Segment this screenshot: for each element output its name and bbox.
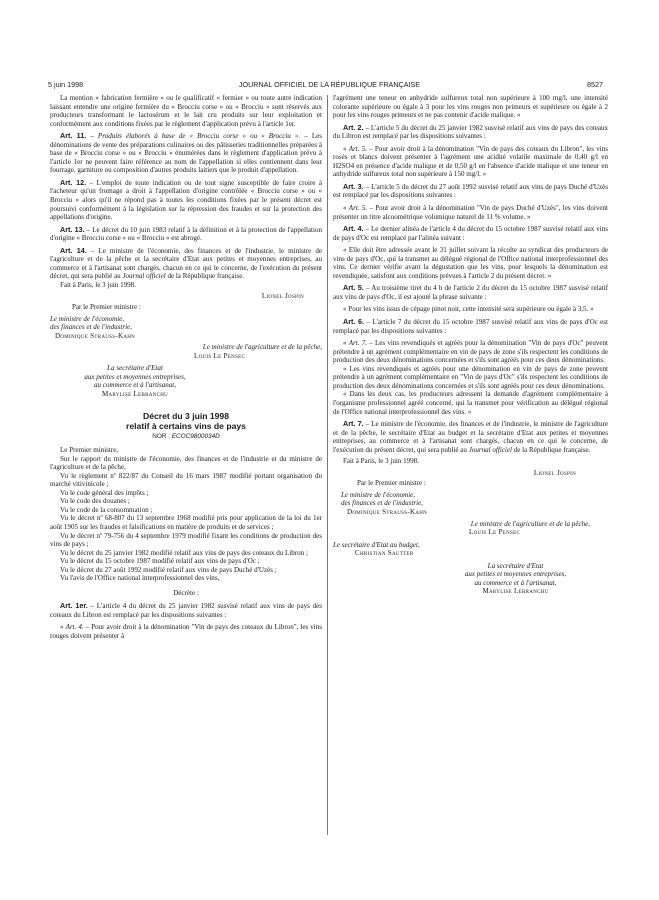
right-column	[333, 94, 608, 596]
par-le-premier-ministre: Par le Premier ministre :	[357, 479, 426, 488]
paragraph: l'agrément une teneur en anhydride sulfureux total non supérieure à 100 mg/l, une intensité colorante supérieure ou égale à 3 pour les vins rouges non primeurs et supérieure ou égale à 2 pour les vins rouges primeurs et ne pas contenir d'acide malique. »	[333, 94, 608, 120]
article-4-quote: « Elle doit être adressée avant le 31 juillet suivant la récolte au syndicat des producteurs de vins de pays d'Oc, qui la transmet au délégué régional de l'Office national interprofessionnel des vins. Ce dernier vérifie avant la dégustation que les vins, pour lesquels la dénomination est revendiquée, satisfont aux conditions prévues à l'article 2 du présent décret. »	[333, 246, 608, 280]
secretary-title-1: La secrétaire d'Etat	[107, 364, 163, 373]
minister-agri-title: Le ministre de l'agriculture et de la pêche,	[202, 343, 322, 352]
par-le-premier-ministre: Par le Premier ministre :	[72, 303, 141, 312]
header-title: JOURNAL OFFICIEL DE LA RÉPUBLIQUE FRANÇAISE	[238, 80, 421, 89]
secretary-title-1: La secrétaire d'Etat	[487, 561, 544, 570]
visa: Vu le décret nº 79-756 du 4 septembre 1979 modifié fixant les conditions de production des vins de pays ;	[50, 531, 322, 549]
visa: Sur le rapport du ministre de l'économie, des finances et de l'industrie et du ministre de l'agriculture et de la pêche,	[50, 454, 322, 472]
fait-a-paris: Fait à Paris, le 3 juin 1998.	[60, 280, 136, 289]
article-2-quote: « Art. 5. – Pour avoir droit à la dénomination "Vin de pays des coteaux du Libron", les vins rosés et blancs doivent présenter à l'agrément une acidité volatile maximale de 0,40 g/l en H2SO4 en présence d'acide malique et de 0,50 g/l en l'absence d'acide malique et une teneur en anhydride sulfureux total non supérieure à 150 mg/l. »	[333, 144, 608, 179]
article-13: Art. 13. – Le décret du 10 juin 1983 relatif à la définition et à la protection de l'appellation d'origine « Brocciu corse » ou « Brocciu » est abrogé.	[50, 224, 322, 243]
budget-secretary-name: Christian Sautter	[355, 549, 414, 558]
article-6-quote-2: « Les vins revendiqués et agréés pour une dénomination en vin de pays de zone peuvent prétendre à un agrément complémentaire en "Vin de pays d'Oc" s'ils respectent les conditions de production des deux dénominations concernées et s'ils sont agréés pour ces deux dénominations.	[333, 364, 608, 390]
secretary-title-3: au commerce et à l'artisanat,	[474, 578, 557, 587]
visa: Le Premier ministre,	[60, 446, 119, 455]
secretary-block	[433, 562, 598, 596]
article-5-quote: « Pour les vins issus de cépage pinot noir, cette intensité sera supérieure ou égale à 3,5. »	[343, 305, 594, 314]
secretary-block	[50, 364, 220, 398]
visa: Vu le code général des impôts ;	[60, 488, 149, 497]
decree-title-line-2: relatif à certains vins de pays	[126, 420, 246, 431]
article-11: Art. 11. – Produits élaborés à base de « Brocciu corse » ou « Brocciu ». – Les dénominations de vente des préparations culinaires ou des pâtisseries traditionnelles préparées à base de « Brocciu corse » ou « Brocciu » énumérées dans le règlement d'application prévu à l'article 1er ne peuvent faire référence au nom de l'appellation si elles contiennent dans leur fourrage, garniture ou composition d'autres produits laitiers que le produit d'appellation.	[50, 131, 323, 175]
minister-eco-title-2: des finances et de l'industrie,	[50, 323, 132, 332]
signature-pm: Lionel Jospin	[261, 292, 304, 301]
budget-secretary-title: Le secrétaire d'Etat au budget,	[333, 540, 420, 549]
decree-title-line-1: Décret du 3 juin 1998	[143, 410, 229, 421]
column-divider	[327, 95, 328, 835]
minister-eco-title-1: Le ministre de l'économie,	[341, 490, 416, 499]
article-1-quote: « Art. 4. – Pour avoir droit à la dénomination "Vin de pays des coteaux du Libron", les vins rouges doivent présenter à	[50, 623, 322, 640]
article-1: Art. 1er. – L'article 4 du décret du 25 janvier 1982 susvisé relatif aux vins de pays des coteaux du Libron est remplacé par les dispositions suivantes :	[50, 601, 322, 619]
article-4: Art. 4. – Le dernier alinéa de l'article 4 du décret du 15 octobre 1987 susvisé relatif aux vins de pays d'Oc est remplacé par l'alinéa suivant :	[333, 224, 609, 242]
minister-eco-name: Dominique Strauss-Kahn	[55, 331, 136, 340]
article-3: Art. 3. – L'article 5 du décret du 27 août 1992 susvisé relatif aux vins de pays Duché d'Uzès est remplacé par les dispositions suivantes :	[333, 181, 608, 200]
article-2: Art. 2. – L'article 5 du décret du 25 janvier 1982 susvisé relatif aux vins de pays des coteaux du Libron est remplacé par les dispositions suivantes :	[333, 122, 609, 141]
minister-eco-title-2: des finances et de l'industrie,	[341, 499, 423, 508]
page-number: 8527	[587, 80, 603, 89]
minister-agri-name: Louis Le Pensec	[194, 351, 246, 360]
decrete: Décrète :	[173, 588, 199, 597]
minister-eco-name: Dominique Strauss-Kahn	[347, 507, 428, 516]
article-14: Art. 14. – Le ministre de l'économie, des finances et de l'industrie, le ministre de l'agriculture et de la pêche et la secrétaire d'Etat aux petites et moyennes entreprises, au commerce et à l'artisanat sont chargés, chacun en ce qui le concerne, de l'exécution du présent décret, qui sera publié au Journal officiel de la République française.	[50, 245, 323, 281]
secretary-title-3: au commerce et à l'artisanat,	[93, 381, 177, 390]
secretary-title-2: aux petites et moyennes entreprises,	[84, 372, 186, 381]
visa: Vu le code de la consommation ;	[60, 505, 153, 514]
visa: Vu le code des douanes ;	[60, 497, 130, 506]
page-header	[0, 80, 659, 92]
fait-a-paris: Fait à Paris, le 3 juin 1998.	[343, 457, 419, 466]
visa: Vu le décret du 15 octobre 1987 modifié relatif aux vins de pays d'Oc ;	[60, 557, 260, 566]
left-column	[50, 94, 322, 641]
secretary-name: Marylise Lebranchu	[101, 389, 169, 398]
article-6: Art. 6. – L'article 7 du décret du 15 octobre 1987 susvisé relatif aux vins de pays d'Oc est remplacé par les dispositions suivantes :	[333, 317, 609, 335]
visa: Vu le règlement nº 822/87 du Conseil du 16 mars 1987 modifié portant organisation du marché vitivinicole ;	[50, 471, 322, 489]
article-7: Art. 7. – Le ministre de l'économie, des finances et de l'industrie, le ministre de l'agriculture et de la pêche, le secrétaire d'Etat au budget et la secrétaire d'Etat aux petites et moyennes entreprises, au commerce et à l'artisanat sont chargés, chacun en ce qui le concerne, de l'exécution du présent décret, qui sera publié au Journal officiel de la République française.	[333, 419, 608, 454]
article-12: Art. 12. – L'emploi de toute indication ou de tout signe susceptible de faire croire à l'acheteur qu'un fromage a droit à l'appellation d'origine contrôlée « Brocciu corse » ou « Brocciu » alors qu'il ne répond pas à toutes les conditions fixées par le présent décret est poursuivi conformément à la législation sur la répression des fraudes et sur la protection des appellations d'origine.	[50, 177, 322, 222]
minister-eco-title-1: Le ministre de l'économie,	[50, 314, 125, 323]
visa: Vu le décret nº 68-807 du 13 septembre 1968 modifié pris pour application de la loi du 1er août 1905 sur les fraudes et falsifications en matière de produits et de services ;	[50, 514, 322, 531]
header-date: 5 juin 1998	[48, 80, 84, 89]
nor-reference: NOR : ECOC9800034D	[152, 432, 220, 440]
signature-pm: Lionel Jospin	[533, 468, 576, 477]
article-3-quote: « Art. 5. – Pour avoir droit à la dénomination "Vin de pays Duché d'Uzès", les vins doivent présenter un titre alcoométrique volumique naturel de 11 % volume. »	[333, 204, 608, 221]
paragraph: La mention « fabrication fermière » ou le qualificatif « fermier » ou toute autre indication laissant entendre une origine fermière du « Brocciu corse » ou « Brocciu » sont réservés aux producteurs transformant le lactosérum et le lait cru produits sur leur exploitation et conformément aux conditions fixées par le règlement d'application prévu à l'article 1er.	[50, 94, 322, 128]
minister-agri-name: Louis Le Pensec	[469, 528, 521, 537]
minister-agri-title: Le ministre de l'agriculture et de la pêche,	[470, 519, 590, 528]
secretary-title-2: aux petites et moyennes entreprises,	[464, 570, 567, 579]
visa: Vu le décret du 25 janvier 1982 modifié relatif aux vins de pays des coteaux du Libron ;	[60, 548, 308, 557]
visa: Vu l'avis de l'Office national interprofessionnel des vins,	[60, 574, 220, 583]
article-5: Art. 5. – Au troisième tiret du 4 b de l'article 2 du décret du 15 octobre 1987 susvisé relatif aux vins de pays d'Oc, il est ajouté la phrase suivante :	[333, 283, 608, 301]
secretary-name: Marylise Lebranchu	[482, 587, 549, 596]
article-6-quote: « Art. 7. – Les vins revendiqués et agréés pour la dénomination "Vin de pays d'Oc" peuvent prétendre à un agrément complémentaire en vin de pays de zone s'ils respectent les conditions de production des deux dénominations concernées et s'ils sont agréés pour ces deux dénominations.	[333, 339, 608, 365]
article-6-quote-3: « Dans les deux cas, les producteurs adressent la demande d'agrément complémentaire à l'organisme professionnel agréé concerné, qui la transmet pour vérification au délégué régional de l'Office national interprofessionnel des vins. »	[333, 390, 608, 416]
visa: Vu le décret du 27 août 1992 modifié relatif aux vins de pays Duché d'Uzès ;	[60, 565, 277, 574]
